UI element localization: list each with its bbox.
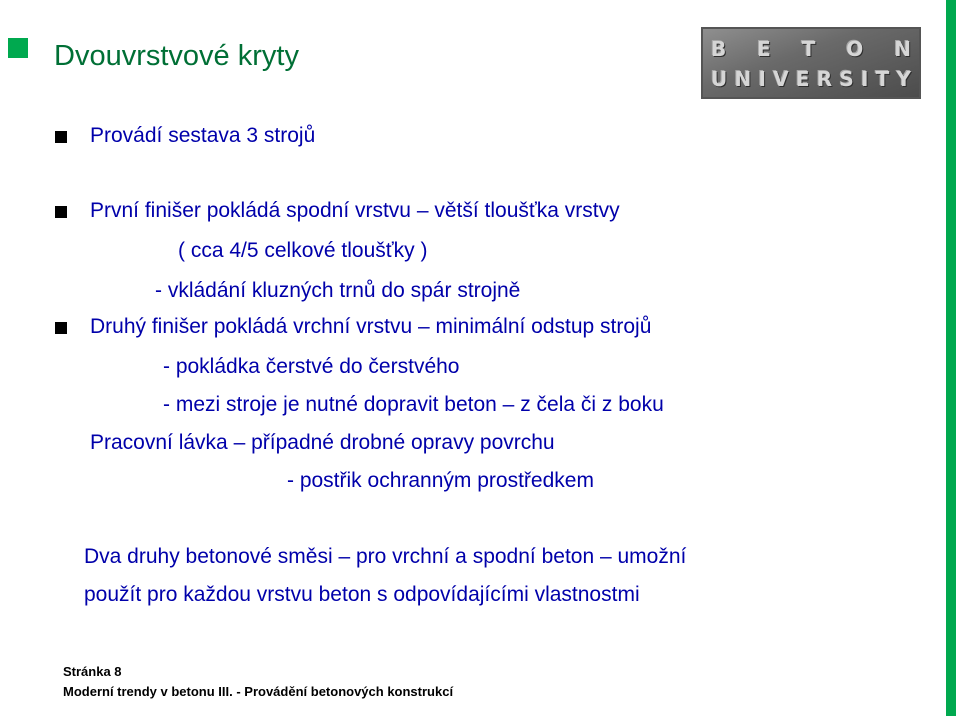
bullet-line: Provádí sestava 3 strojů bbox=[90, 124, 316, 147]
text-line: Pracovní lávka – případné drobné opravy povrchu bbox=[90, 431, 555, 454]
right-accent-bar bbox=[946, 0, 956, 716]
bullet-square-icon bbox=[55, 131, 67, 143]
footer-course-title: Moderní trendy v betonu III. - Provádění betonových konstrukcí bbox=[63, 684, 454, 699]
sub-line: - vkládání kluzných trnů do spár strojně bbox=[155, 279, 521, 302]
logo-text-bottom: U N I V E R S I T Y bbox=[711, 67, 911, 91]
bullet-square-icon bbox=[55, 206, 67, 218]
sub-line: - pokládka čerstvé do čerstvého bbox=[163, 355, 460, 378]
footer-page-number: Stránka 8 bbox=[63, 664, 122, 679]
sub-line: - mezi stroje je nutné dopravit beton – z čela či z boku bbox=[163, 393, 664, 416]
conclusion-line: použít pro každou vrstvu beton s odpovídajícími vlastnostmi bbox=[84, 583, 640, 606]
conclusion-line: Dva druhy betonové směsi – pro vrchní a spodní beton – umožní bbox=[84, 545, 687, 568]
slide-title: Dvouvrstvové kryty bbox=[54, 40, 299, 72]
sub-line: ( cca 4/5 celkové tloušťky ) bbox=[178, 239, 428, 262]
bullet-line: První finišer pokládá spodní vrstvu – větší tloušťka vrstvy bbox=[90, 199, 620, 222]
logo-text-top: B E T O N bbox=[711, 37, 911, 61]
title-bullet-square bbox=[8, 38, 28, 58]
bullet-line: Druhý finišer pokládá vrchní vrstvu – minimální odstup strojů bbox=[90, 315, 652, 338]
sub-line: - postřik ochranným prostředkem bbox=[287, 469, 594, 492]
beton-university-logo bbox=[701, 27, 921, 99]
bullet-square-icon bbox=[55, 322, 67, 334]
